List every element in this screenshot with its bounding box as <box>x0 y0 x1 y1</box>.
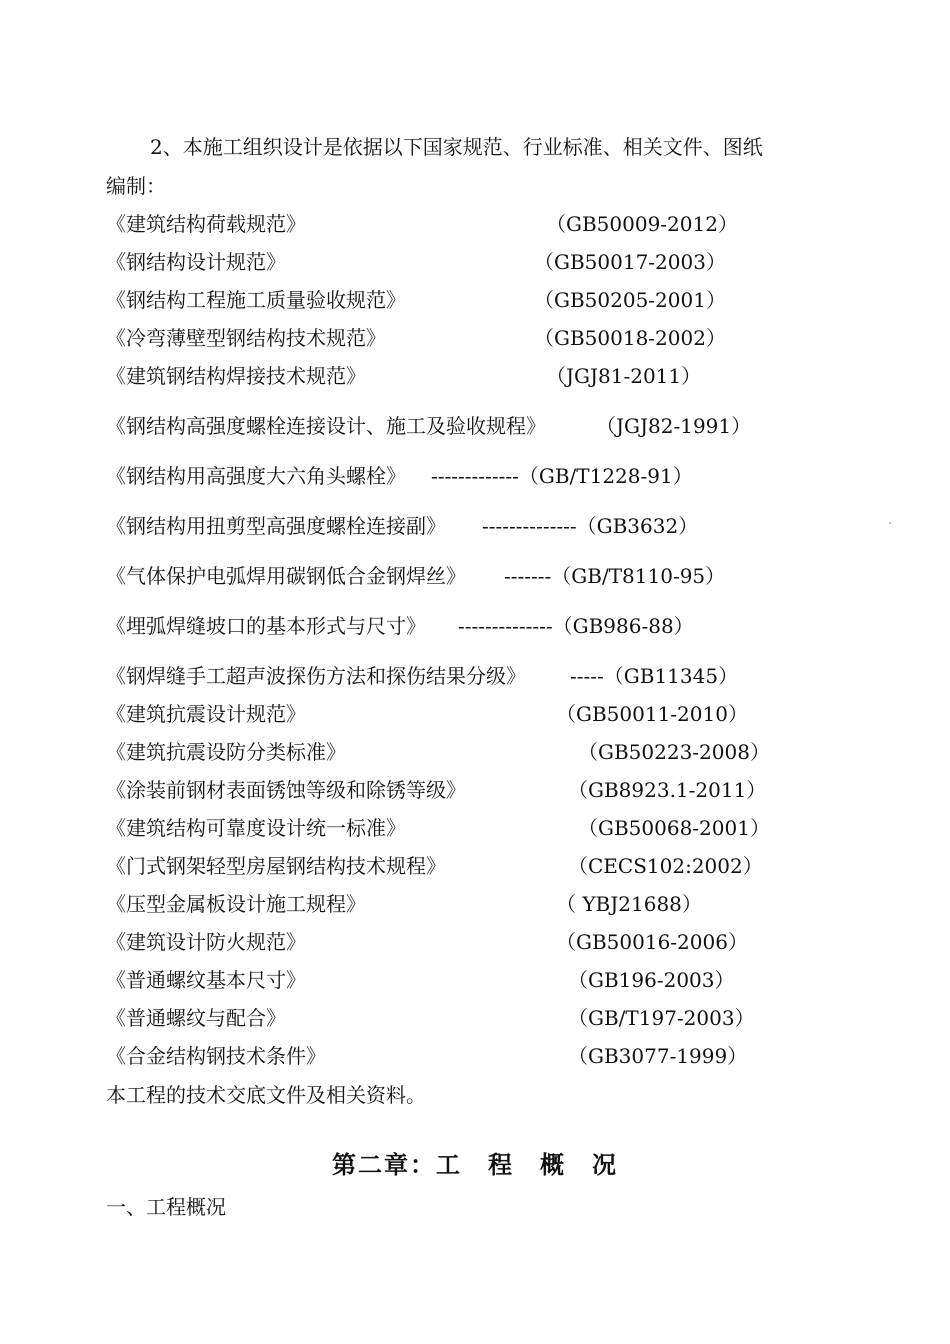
reference-title: 《建筑钢结构焊接技术规范》 <box>106 364 366 388</box>
reference-item <box>106 211 866 237</box>
reference-title: 《钢结构用高强度大六角头螺栓》 <box>106 464 406 488</box>
reference-code: （GB50011-2010） <box>556 702 748 726</box>
reference-title: 《涂装前钢材表面锈蚀等级和除锈等级》 <box>106 778 466 802</box>
reference-code: --------------（GB986-88） <box>458 614 694 638</box>
reference-title: 《建筑设计防火规范》 <box>106 930 306 954</box>
reference-code: （GB50009-2012） <box>546 212 738 236</box>
reference-title: 《建筑结构可靠度设计统一标准》 <box>106 816 406 840</box>
reference-title: 《钢结构设计规范》 <box>106 250 286 274</box>
reference-code: （JGJ82-1991） <box>596 414 752 438</box>
reference-item <box>106 701 866 727</box>
reference-title: 《钢结构用扭剪型高强度螺栓连接副》 <box>106 514 446 538</box>
reference-item <box>106 413 866 439</box>
reference-code: （GB50205-2001） <box>534 288 726 312</box>
reference-code: （GB50068-2001） <box>578 816 770 840</box>
reference-code: （GB50017-2003） <box>534 250 726 274</box>
reference-item <box>106 891 866 917</box>
reference-code: （CECS102:2002） <box>568 854 763 878</box>
reference-title: 《钢结构工程施工质量验收规范》 <box>106 288 406 312</box>
reference-title: 《建筑抗震设计规范》 <box>106 702 306 726</box>
reference-item <box>106 929 866 955</box>
chapter-title: 第二章：工 程 概 况 <box>332 1150 618 1179</box>
reference-item <box>106 325 866 351</box>
reference-item <box>106 739 866 765</box>
section-title: 一、工程概况 <box>106 1195 226 1219</box>
reference-title: 《门式钢架轻型房屋钢结构技术规程》 <box>106 854 446 878</box>
reference-code: （GB/T197-2003） <box>568 1006 755 1030</box>
reference-item <box>106 663 866 689</box>
reference-code: --------------（GB3632） <box>482 514 699 538</box>
intro-line-1: 2、本施工组织设计是依据以下国家规范、行业标准、相关文件、图纸 <box>150 135 763 159</box>
reference-item <box>106 563 866 589</box>
reference-item <box>106 1005 866 1031</box>
reference-item <box>106 613 866 639</box>
reference-code: （GB3077-1999） <box>568 1044 748 1068</box>
reference-code: -----（GB11345） <box>570 664 739 688</box>
reference-item <box>106 1043 866 1069</box>
reference-title: 《钢结构高强度螺栓连接设计、施工及验收规程》 <box>106 414 546 438</box>
reference-title: 《冷弯薄壁型钢结构技术规范》 <box>106 326 386 350</box>
reference-item <box>106 513 866 539</box>
reference-code: （GB8923.1-2011） <box>568 778 767 802</box>
outro-line: 本工程的技术交底文件及相关资料。 <box>106 1083 426 1107</box>
reference-item <box>106 249 866 275</box>
reference-title: 《气体保护电弧焊用碳钢低合金钢焊丝》 <box>106 564 466 588</box>
reference-item <box>106 363 866 389</box>
reference-title: 《埋弧焊缝坡口的基本形式与尺寸》 <box>106 614 426 638</box>
reference-code: （GB50223-2008） <box>578 740 770 764</box>
reference-title: 《普通螺纹基本尺寸》 <box>106 968 306 992</box>
reference-code: -------（GB/T8110-95） <box>504 564 726 588</box>
reference-item <box>106 463 866 489</box>
intro-line-2: 编制： <box>106 174 166 198</box>
reference-code: （ YBJ21688） <box>556 892 702 916</box>
reference-title: 《钢焊缝手工超声波探伤方法和探伤结果分级》 <box>106 664 526 688</box>
reference-title: 《建筑抗震设防分类标准》 <box>106 740 346 764</box>
reference-title: 《合金结构钢技术条件》 <box>106 1044 326 1068</box>
reference-title: 《建筑结构荷载规范》 <box>106 212 306 236</box>
reference-code: （GB50016-2006） <box>556 930 748 954</box>
reference-item <box>106 777 866 803</box>
reference-item <box>106 853 866 879</box>
reference-code: -------------（GB/T1228-91） <box>431 464 693 488</box>
reference-title: 《普通螺纹与配合》 <box>106 1006 286 1030</box>
reference-code: （GB196-2003） <box>568 968 735 992</box>
reference-code: （JGJ81-2011） <box>546 364 702 388</box>
reference-code: （GB50018-2002） <box>534 326 726 350</box>
scan-speck <box>889 522 891 524</box>
reference-item <box>106 967 866 993</box>
reference-title: 《压型金属板设计施工规程》 <box>106 892 366 916</box>
reference-item <box>106 287 866 313</box>
reference-item <box>106 815 866 841</box>
